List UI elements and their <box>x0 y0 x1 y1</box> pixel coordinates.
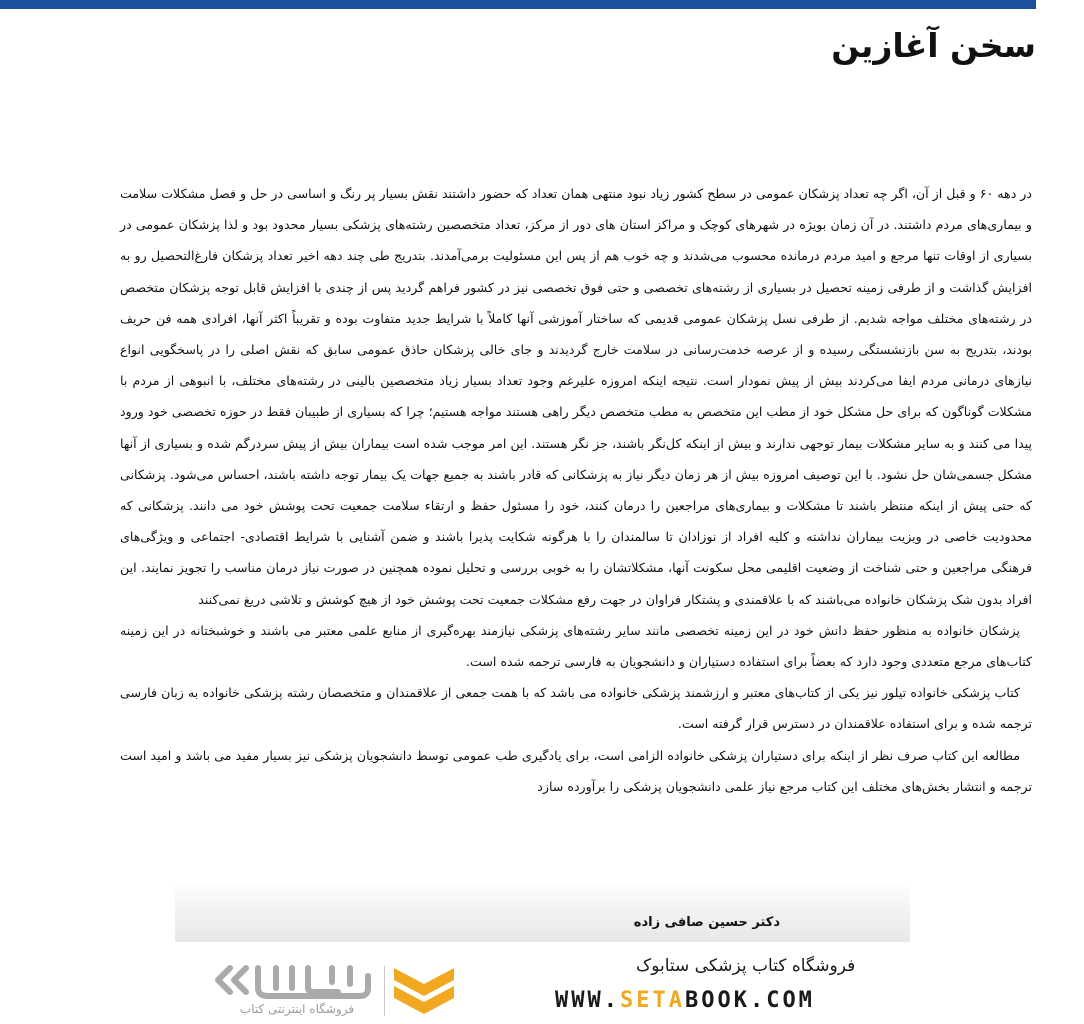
paragraph: در دهه ۶۰ و قبل از آن، اگر چه تعداد پزشکان عمومی در سطح کشور زیاد نبود منتهی همان تعداد که حضور داشتند نقش بسیار پر رنگ و اساسی در حل و فصل مشکلات سلامت و بیماری‌های مردم داشتند. در آن زمان بویژه در شهرهای کوچک و مراکز استان های دور از مرکز، تعداد متخصصین رشته‌های پزشکی بسیار محدود بود و لذا پزشکان عمومی در بسیاری از اوقات تنها مرجع و امید مردم درمانده محسوب می‌شدند و چه خوب هم از پس این مسئولیت برمی‌آمدند. بتدریج طی چند دهه اخیر تعداد پزشکان فارغ‌التحصیل رو به افزایش گذاشت و از طرفی زمینه تحصیل در بسیاری از رشته‌های تخصصی و حتی فوق تخصصی نیز در کشور فراهم گردید پس از چندی با افزایش قابل توجه پزشکان متخصص در رشته‌های مختلف مواجه شدیم. از طرفی نسل پزشکان عمومی قدیمی که ساختار آموزشی آنها کاملاً با شرایط جدید متفاوت بوده و تقریباً اکثر آنها، افرادی همه فن حریف بودند، بتدریج به سن بازنشستگی رسیده و از عرصه خدمت‌رسانی در سلامت خارج گردیدند و جای خالی پزشکان حاذق عمومی سابق که نقش اصلی را در پاسخگویی انواع نیازهای درمانی مردم ایفا می‌کردند بیش از پیش نمودار است. نتیجه اینکه امروزه علیرغم وجود تعداد بسیار زیاد متخصصین بالینی در رشته‌های مختلف، با انبوهی از مردم با مشکلات گوناگون که برای حل مشکل خود از مطب این متخصص به مطب متخصص دیگر راهی هستند مواجه هستیم؛ چرا که بسیاری از طبیبان فقط در حوزه تخصصی خود ورود پیدا می کنند و به سایر مشکلات بیمار توجهی ندارند و بیش از اینکه کل‌نگر باشند، جز نگر هستند. این امر موجب شده است بیماران بیش از پیش سردرگم شده و بسیاری از آنها مشکل جسمی‌شان حل نشود. با این توصیف امروزه بیش از هر زمان دیگر نیاز به پزشکانی که قادر باشند به جمیع جهات یک بیمار توجه داشته باشند، احساس می‌شود. پزشکانی که حتی پیش از اینکه منتظر باشند تا مشکلات و بیماری‌های مراجعین را درمان کنند، خود را مسئول حفظ و ارتقاء سلامت جمعیت تحت پوشش خود می دانند. پزشکانی که محدودیت خاصی در ویزیت بیماران نداشته و کلیه افراد از نوزادان تا سالمندان را با هرگونه شکایت پذیرا باشند و ضمن آشنایی با شرایط اقتصادی- اجتماعی و ویژگی‌های فرهنگی مراجعین و حتی شناخت از وضعیت اقلیمی محل سکونت آنها، مشکلاتشان را به خوبی بررسی و تحلیل نموده همچنین در صورت نیاز درمان مناسب را تجویز نمایند. این افراد بدون شک پزشکان خانواده می‌باشند که با علاقمندی و پشتکار فراوان در جهت رفع مشکلات جمعیت تحت پوشش خود از هیچ کوشش و تلاشی دریغ نمی‌کنند <box>120 186 1032 607</box>
signature-band <box>175 880 910 942</box>
store-name: فروشگاه کتاب پزشکی ستابوک <box>636 956 856 976</box>
page-title: سخن آغازین <box>831 26 1036 65</box>
preface-body <box>120 178 1032 802</box>
paragraph: مطالعه این کتاب صرف نظر از اینکه برای دستیاران پزشکی خانواده الزامی است، برای یادگیری طب عمومی توسط دانشجویان پزشکی نیز بسیار مفید می باشد و امید است ترجمه و انتشار بخش‌های مختلف این کتاب مرجع نیاز علمی دانشجویان پزشکی را برآورده سازد <box>120 747 1032 794</box>
paragraph: کتاب پزشکی خانواده تیلور نیز یکی از کتاب‌های معتبر و ارزشمند پزشکی خانواده می باشد که با همت جمعی از علاقمندان و متخصصان رشته پزشکی خانواده به زبان فارسی ترجمه شده و برای استفاده علاقمندان در دسترس قرار گرفته است. <box>120 685 1032 732</box>
url-prefix: WWW. <box>555 988 620 1013</box>
logo-subtitle: فروشگاه اینترنتی کتاب <box>239 1002 355 1016</box>
author-signature: دکتر حسین صافی زاده <box>633 915 780 930</box>
seta-logo-icon <box>384 962 456 1020</box>
paragraph: پزشکان خانواده به منظور حفظ دانش خود در این زمینه تخصصی مانند سایر رشته‌های پزشکی نیازمند بهره‌گیری از منابع علمی معتبر می باشند و خوشبختانه در این زمینه کتاب‌های مرجع متعددی وجود دارد که بعضاً برای استفاده دستیاران و دانشجویان به فارسی ترجمه شده است. <box>120 622 1032 670</box>
url-accent: SETA <box>619 988 685 1013</box>
url-suffix: BOOK.COM <box>684 988 815 1013</box>
seta-logo-wordmark <box>212 958 372 1002</box>
store-url[interactable] <box>555 988 815 1013</box>
header-rule <box>0 0 1036 9</box>
